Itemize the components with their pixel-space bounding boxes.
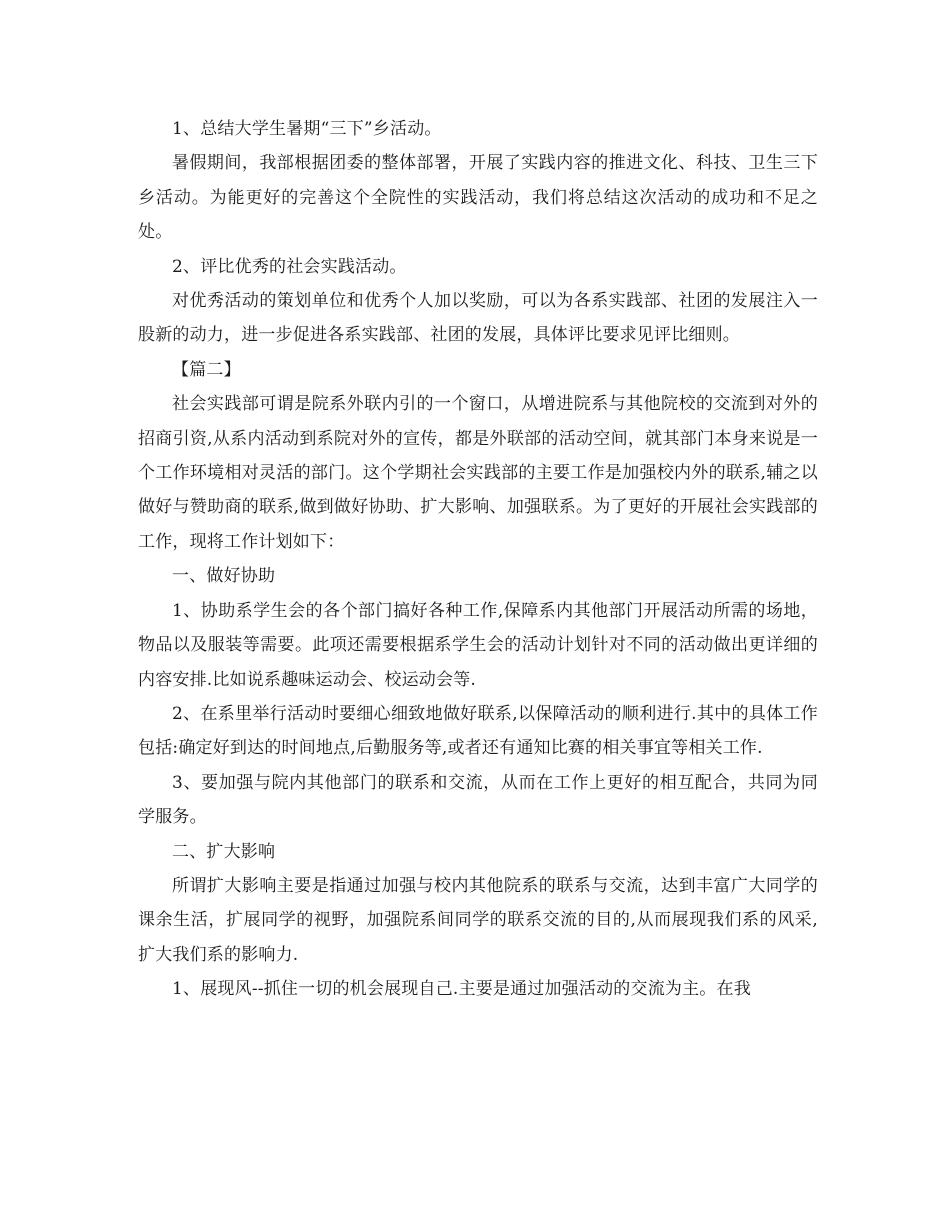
paragraph-summer-activity: 暑假期间，我部根据团委的整体部署，开展了实践内容的推进文化、科技、卫生三下乡活动。为能更好的完善这个全院性的实践活动，我们将总结这次活动的成功和不足之处。 <box>138 153 818 243</box>
paragraph-evaluation-body: 对优秀活动的策划单位和优秀个人加以奖励，可以为各系实践部、社团的发展注入一股新的动力，进一步促进各系实践部、社团的发展，具体评比要求见评比细则。 <box>138 291 818 346</box>
section-heading-part-two: 【篇二】 <box>172 359 241 380</box>
paragraph-influence-body: 所谓扩大影响主要是指通过加强与校内其他院系的联系与交流，达到丰富广大同学的课余生活，扩展同学的视野，加强院系间同学的联系交流的目的,从而展现我们系的风采,扩大我们系的影响力. <box>138 875 818 965</box>
document-page <box>138 112 818 1007</box>
paragraph-evaluation-heading: 2、评比优秀的社会实践活动。 <box>172 256 407 277</box>
paragraph-assist-2: 2、在系里举行活动时要细心细致地做好联系,以保障活动的顺利进行.其中的具体工作包括:确定好到达的时间地点,后勤服务等,或者还有通知比赛的相关事宜等相关工作. <box>138 703 818 759</box>
paragraph-department-intro: 社会实践部可谓是院系外联内引的一个窗口，从增进院系与其他院校的交流到对外的招商引资,从系内活动到系院对外的宣传，都是外联部的活动空间，就其部门本身来说是一个工作环境相对灵活的部门。这个学期社会实践部的主要工作是加强校内外的联系,辅之以做好与赞助商的联系,做到做好协助、扩大影响、加强联系。为了更好的开展社会实践部的工作，现将工作计划如下： <box>138 394 818 552</box>
paragraph-assist-1: 1、协助系学生会的各个部门搞好各种工作,保障系内其他部门开展活动所需的场地，物品以及服装等需要。此项还需要根据系学生会的活动计划针对不同的活动做出更详细的内容安排.比如说系趣味运动会、校运动会等. <box>138 600 818 690</box>
heading-assist: 一、做好协助 <box>172 566 276 587</box>
heading-expand-influence: 二、扩大影响 <box>172 841 276 862</box>
paragraph-assist-3: 3、要加强与院内其他部门的联系和交流，从而在工作上更好的相互配合，共同为同学服务。 <box>138 772 818 828</box>
paragraph-influence-1: 1、展现风--抓住一切的机会展现自己.主要是通过加强活动的交流为主。在我 <box>172 979 751 1000</box>
paragraph-summary-heading: 1、总结大学生暑期“三下”乡活动。 <box>172 119 442 139</box>
